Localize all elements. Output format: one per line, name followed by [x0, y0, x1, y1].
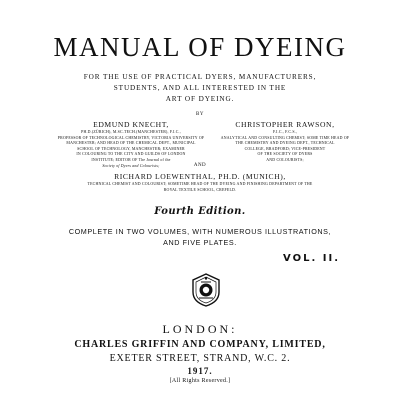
- credential-line: Society of Dyers and Colourists;: [102, 163, 160, 168]
- publisher-address: EXETER STREET, STRAND, W.C. 2.: [109, 353, 291, 364]
- author-name: CHRISTOPHER RAWSON,: [235, 120, 335, 129]
- edition-label: Fourth Edition.: [154, 206, 246, 217]
- author-credentials: [210, 130, 360, 164]
- credential-line: THE CHEMISTRY AND DYEING DEPT., TECHNICAL: [235, 141, 335, 146]
- credential-line: SCHOOL OF TECHNOLOGY, MANCHESTER; EXAMINER: [77, 146, 185, 151]
- author-name: RICHARD LOEWENTHAL, PH.D. (MUNICH),: [114, 172, 286, 181]
- credential-line: PH.D.(ZÜRICH), M.SC.TECH.(MANCHESTER), F.I.C.,: [81, 130, 181, 134]
- subtitle: [0, 72, 400, 105]
- credential-line: IN COLOURING TO THE CITY AND GUILDS OF LONDON: [76, 152, 186, 157]
- publisher-emblem-icon: [190, 272, 222, 308]
- author-knecht: [56, 120, 206, 169]
- rights-notice: [All Rights Reserved.]: [169, 378, 231, 384]
- credential-line: ANALYTICAL AND CONSULTING CHEMIST; SOME TIME HEAD OF: [220, 135, 350, 140]
- subtitle-line: FOR THE USE OF PRACTICAL DYERS, MANUFACTURERS,: [83, 73, 317, 81]
- by-label: BY: [196, 112, 204, 117]
- imprint-year: 1917.: [187, 366, 213, 376]
- author-rawson: [210, 120, 360, 164]
- volumes-note-line: COMPLETE IN TWO VOLUMES, WITH NUMEROUS ILLUSTRATIONS,: [68, 227, 332, 236]
- credential-line: MANCHESTER; AND HEAD OF THE CHEMICAL DEPT., MUNICIPAL: [66, 141, 196, 146]
- author-loewenthal: [60, 172, 340, 193]
- publisher-line: CHARLES GRIFFIN AND COMPANY, LIMITED,: [74, 339, 326, 350]
- subtitle-line: STUDENTS, AND ALL INTERESTED IN THE: [113, 84, 287, 92]
- imprint-city: LONDON:: [162, 322, 238, 336]
- credential-line: AND COLOURISTS;: [266, 157, 304, 162]
- author-credentials: [60, 182, 340, 193]
- credential-line: TECHNICAL CHEMIST AND COLOURIST; SOMETIME HEAD OF THE DYEING AND FINISHING DEPARTMENT OF THE: [87, 182, 313, 186]
- volume-label: VOL. II.: [283, 253, 340, 264]
- credential-line: COLLEGE, BRADFORD; VICE-PRESIDENT: [244, 146, 326, 151]
- book-title: MANUAL OF DYEING: [53, 32, 347, 62]
- volumes-note-line: AND FIVE PLATES.: [163, 238, 237, 247]
- credential-line: ROYAL TEXTILE SCHOOL, CREFELD.: [163, 187, 237, 192]
- credential-line: INSTITUTE; EDITOR OF The Journal of the: [91, 157, 171, 162]
- credential-line: OF THE SOCIETY OF DYERS: [257, 152, 313, 157]
- and-label: AND: [193, 163, 207, 168]
- credential-line: PROFESSOR OF TECHNOLOGICAL CHEMISTRY, VICTORIA UNIVERSITY OF: [57, 135, 205, 140]
- volumes-note: [0, 226, 400, 248]
- author-name: EDMUND KNECHT,: [93, 120, 169, 129]
- credential-line: F.I.C., F.C.S.,: [272, 130, 298, 134]
- imprint-publisher: [0, 338, 400, 366]
- subtitle-line: ART OF DYEING.: [165, 95, 235, 103]
